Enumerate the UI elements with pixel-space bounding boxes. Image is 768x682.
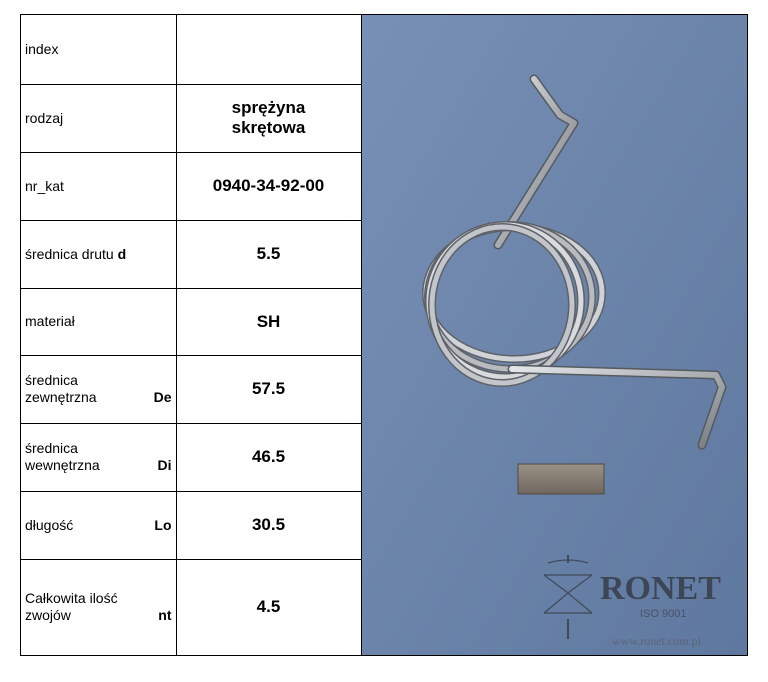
row-value-inner-diameter: 46.5: [176, 423, 361, 491]
scale-block: [518, 464, 604, 494]
inner-diameter-symbol: Di: [157, 457, 172, 473]
length-label: długość: [25, 516, 74, 533]
row-value-length: 30.5: [176, 491, 361, 559]
outer-diameter-label-line1: średnica: [25, 372, 78, 388]
table-row: [21, 491, 361, 559]
table-row: [21, 152, 361, 220]
inner-diameter-label-line2: wewnętrzna: [25, 457, 100, 473]
logo-certification: ISO 9001: [640, 608, 687, 620]
outer-diameter-symbol: De: [153, 389, 172, 405]
product-photo: [361, 15, 747, 655]
table-row: [21, 559, 361, 655]
row-label-type: rodzaj: [21, 84, 176, 152]
total-coils-symbol: nt: [158, 607, 172, 623]
total-coils-label-line2: zwojów: [25, 607, 71, 623]
row-value-outer-diameter: 57.5: [176, 355, 361, 423]
wire-diameter-label: średnica drutu: [25, 245, 114, 262]
row-value-index: [176, 15, 361, 84]
row-label-total-coils: [21, 559, 176, 655]
row-label-catalog-number: nr_kat: [21, 152, 176, 220]
row-value-wire-diameter: 5.5: [176, 220, 361, 288]
table-row: [21, 288, 361, 355]
row-value-type: [176, 84, 361, 152]
row-label-outer-diameter: [21, 355, 176, 423]
logo-website: www.ronet.com.pl: [612, 634, 701, 648]
row-label-length: [21, 491, 176, 559]
wire-diameter-symbol: d: [117, 245, 127, 262]
logo-brand: RONET: [600, 570, 721, 607]
type-value-text: sprężyna skrętowa: [231, 98, 306, 137]
row-label-inner-diameter: [21, 423, 176, 491]
row-value-material: SH: [176, 288, 361, 355]
row-value-total-coils: 4.5: [176, 559, 361, 655]
table-row: [21, 15, 361, 84]
inner-diameter-label-line1: średnica: [25, 440, 78, 456]
product-sheet: [20, 14, 748, 656]
spec-table: [21, 15, 362, 656]
outer-diameter-label-line2: zewnętrzna: [25, 389, 97, 405]
table-row: [21, 355, 361, 423]
row-label-material: materiał: [21, 288, 176, 355]
row-label-index: index: [21, 15, 176, 84]
table-row: [21, 220, 361, 288]
length-symbol: Lo: [154, 516, 172, 533]
row-value-catalog-number: 0940-34-92-00: [176, 152, 361, 220]
table-row: [21, 84, 361, 152]
row-label-wire-diameter: [21, 220, 176, 288]
table-row: [21, 423, 361, 491]
torsion-spring-image: [362, 15, 747, 655]
total-coils-label-line1: Całkowita ilość: [25, 590, 118, 606]
